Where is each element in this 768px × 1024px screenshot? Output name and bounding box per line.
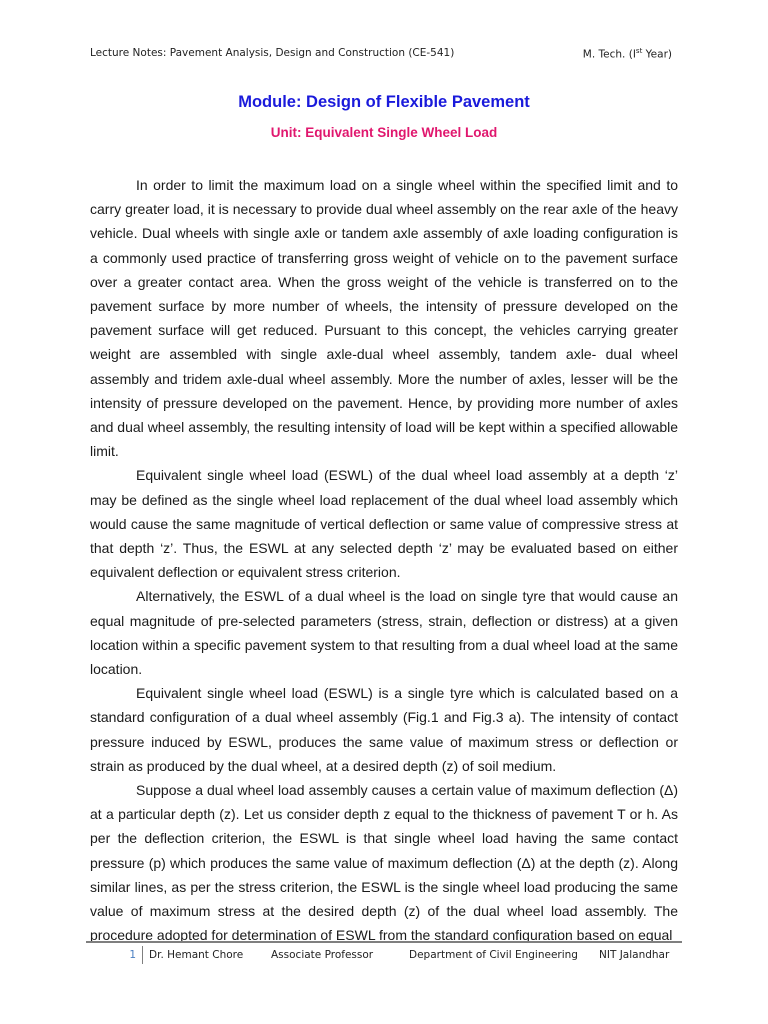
module-title: Module: Design of Flexible Pavement xyxy=(238,93,530,111)
header-course-title: Lecture Notes: Pavement Analysis, Design and Construction (CE-541) xyxy=(90,47,455,59)
paragraph: Equivalent single wheel load (ESWL) of the dual wheel load assembly at a depth ‘z’ may be defined as the single wheel load replacement of the dual wheel load assembly which would cause the same magnitude of vertical deflection or same value of compressive stress at that depth ‘z’. Thus, the ESWL at any selected depth ‘z’ may be evaluated based on either equivalent deflection or equivalent stress criterion. xyxy=(90,467,678,581)
footer-department: Department of Civil Engineering xyxy=(409,949,578,961)
paragraph: Equivalent single wheel load (ESWL) is a single tyre which is calculated based on a standard configuration of a dual wheel assembly (Fig.1 and Fig.3 a). The intensity of contact pressure induced by ESWL, produces the same value of maximum stress or deflection or strain as produced by the dual wheel, at a desired depth (z) of soil medium. xyxy=(90,685,678,774)
footer-institute: NIT Jalandhar xyxy=(599,949,670,961)
footer-divider xyxy=(86,941,682,943)
body-text xyxy=(90,173,678,948)
unit-subtitle: Unit: Equivalent Single Wheel Load xyxy=(270,125,498,140)
footer-separator xyxy=(142,946,143,964)
footer-designation: Associate Professor xyxy=(271,949,374,961)
header-program xyxy=(583,47,672,61)
running-header xyxy=(90,47,672,61)
running-footer xyxy=(86,946,682,964)
paragraph: Alternatively, the ESWL of a dual wheel is the load on single tyre that would cause an equal magnitude of pre-selected parameters (stress, strain, deflection or distress) at a given location within a specific pavement system to that resulting from a dual wheel load at the same location. xyxy=(90,588,678,678)
footer-author: Dr. Hemant Chore xyxy=(149,949,244,961)
header-program-suffix: Year) xyxy=(642,48,672,61)
page-number: 1 xyxy=(129,949,136,961)
paragraph: Suppose a dual wheel load assembly causes a certain value of maximum deflection (Δ) at a particular depth (z). Let us consider depth z equal to the thickness of pavement T or h. As per the deflection criterion, the ESWL is that single wheel load having the same contact pressure (p) which produces the same value of maximum deflection (Δ) at the depth (z). Along similar lines, as per the stress criterion, the ESWL is the single wheel load producing the same value of maximum stress at the desired depth (z) of the dual wheel load assembly. The procedure adopted for determination of ESWL from the standard configuration based on equal xyxy=(90,782,678,944)
header-program-prefix: M. Tech. (I xyxy=(582,48,636,61)
paragraph: In order to limit the maximum load on a single wheel within the specified limit and to carry greater load, it is necessary to provide dual wheel assembly on the rear axle of the heavy vehicle. Dual wheels with single axle or tandem axle assembly of axle loading configuration is a commonly used practice of transferring gross weight of vehicle on to the pavement surface over a greater contact area. When the gross weight of the vehicle is transferred on to the pavement surface by more number of wheels, the intensity of pressure developed on the pavement surface will get reduced. Pursuant to this concept, the vehicles carrying greater weight are assembled with single axle-dual wheel assembly, tandem axle- dual wheel assembly and tridem axle-dual wheel assembly. More the number of axles, lesser will be the intensity of pressure developed on the pavement. Hence, by providing more number of axles and dual wheel assembly, the resulting intensity of load will be kept within a specified allowable limit. xyxy=(90,177,678,460)
header-program-sup: st xyxy=(635,47,643,55)
